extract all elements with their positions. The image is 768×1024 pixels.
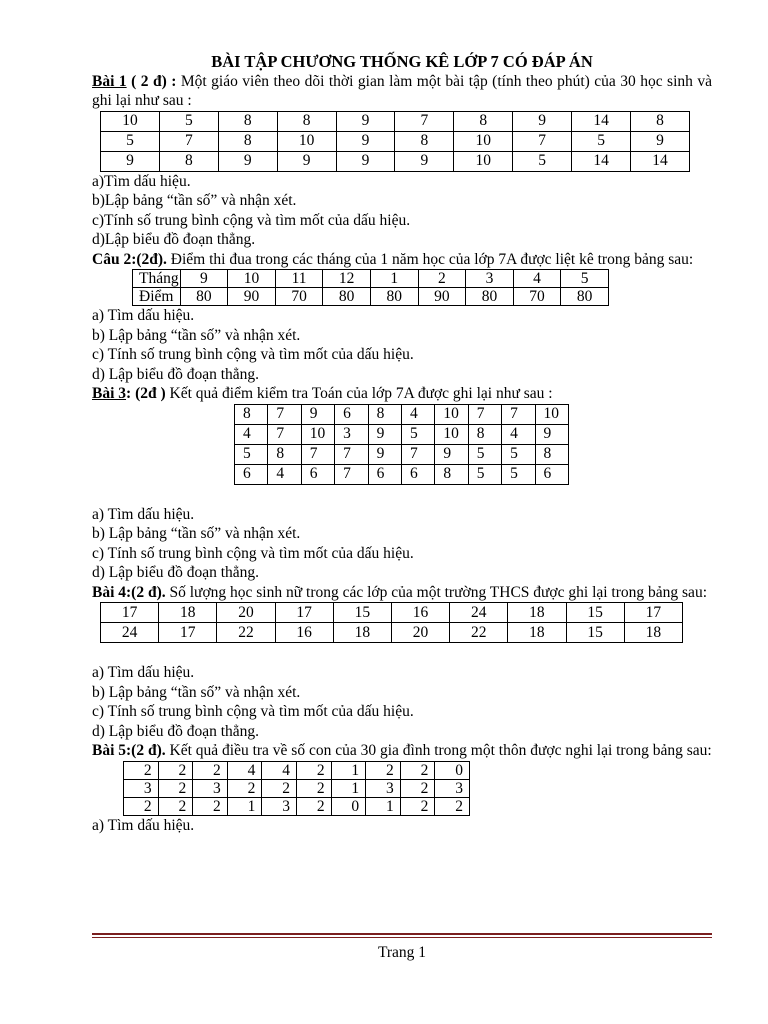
table-cell: 4 (235, 424, 268, 444)
footer-rule-thick (92, 933, 712, 935)
table-cell: 15 (566, 603, 624, 623)
table-row (235, 444, 569, 464)
exercise-4-questions (92, 663, 712, 741)
table-cell: 8 (235, 404, 268, 424)
exercise-3-statement (92, 384, 712, 404)
table-row (235, 424, 569, 444)
table-cell: 17 (275, 603, 333, 623)
table-row (101, 623, 683, 643)
question-item: d)Lập biểu đồ đoạn thẳng. (92, 231, 256, 248)
exercise-4-table (100, 602, 683, 643)
table-cell: 2 (366, 761, 401, 779)
table-cell: 8 (218, 111, 277, 131)
question-item: a) Tìm dấu hiệu. (92, 307, 195, 324)
table-cell: 7 (468, 404, 501, 424)
table-cell: 3 (435, 779, 470, 797)
table-cell: 80 (561, 288, 609, 306)
exercise-3 (92, 384, 712, 583)
exercise-1-text: Một giáo viên theo dõi thời gian làm một bài tập (tính theo phút) của 30 học sinh và ghi lại như sau : (92, 72, 712, 109)
table-cell: 2 (227, 779, 262, 797)
table-cell: 2 (262, 779, 297, 797)
table-cell: 4 (401, 404, 434, 424)
table-row (124, 779, 470, 797)
table-cell: 7 (395, 111, 454, 131)
table-cell: 7 (301, 444, 334, 464)
table-cell: 2 (193, 761, 228, 779)
table-cell: 9 (513, 111, 572, 131)
table-cell: 1 (366, 797, 401, 815)
table-cell: 9 (218, 151, 277, 171)
exercise-4-text: Số lượng học sinh nữ trong các lớp của một trường THCS được ghi lại trong bảng sau: (165, 583, 707, 601)
question-item: c) Tính số trung bình cộng và tìm mốt của dấu hiệu. (92, 346, 414, 363)
table-cell: 18 (624, 623, 682, 643)
table-cell: 10 (535, 404, 568, 424)
table-cell: 24 (450, 603, 508, 623)
table-cell: 7 (335, 444, 368, 464)
question-item: a)Tìm dấu hiệu. (92, 172, 191, 190)
question-item: b)Lập bảng “tần số” và nhận xét. (92, 192, 297, 209)
exercise-4-statement (92, 583, 712, 603)
table-cell: 14 (631, 151, 690, 171)
table-cell: 5 (513, 151, 572, 171)
table-cell: 5 (159, 111, 218, 131)
table-cell: 9 (368, 424, 401, 444)
table-cell: 5 (101, 131, 160, 151)
table-cell: 8 (454, 111, 513, 131)
table-cell: 10 (435, 424, 468, 444)
exercise-1-questions (92, 172, 712, 250)
table-cell: 3 (262, 797, 297, 815)
exercise-3-table (234, 404, 569, 485)
table-cell: 4 (268, 464, 301, 484)
table-cell: 18 (508, 603, 566, 623)
table-row (133, 288, 609, 306)
table-cell: 2 (296, 797, 331, 815)
exercise-1-statement (92, 72, 712, 111)
table-cell: 90 (418, 288, 466, 306)
table-cell: 9 (631, 131, 690, 151)
table-cell: 7 (335, 464, 368, 484)
exercise-2-questions (92, 306, 712, 384)
spacer (92, 485, 712, 505)
page-number: Trang 1 (377, 944, 427, 961)
table-cell: 9 (101, 151, 160, 171)
table-cell: 14 (572, 111, 631, 131)
table-row (124, 761, 470, 779)
table-cell: 5 (401, 424, 434, 444)
table-cell: 9 (336, 151, 395, 171)
table-cell: 9 (277, 151, 336, 171)
question-item: b) Lập bảng “tần số” và nhận xét. (92, 683, 301, 701)
table-cell: 80 (180, 288, 228, 306)
exercise-1-points: ( 2 đ) : (126, 72, 177, 90)
table-cell: 2 (158, 779, 193, 797)
table-cell: 4 (227, 761, 262, 779)
table-cell: Tháng (133, 270, 181, 288)
footer-rule (92, 933, 712, 938)
table-cell: 5 (572, 131, 631, 151)
exercise-1 (92, 72, 712, 250)
question-item: b) Lập bảng “tần số” và nhận xét. (92, 326, 301, 344)
table-cell: 16 (391, 603, 449, 623)
question-item: a) Tìm dấu hiệu. (92, 816, 195, 834)
table-cell: 8 (368, 404, 401, 424)
exercise-5-questions (92, 816, 712, 836)
table-cell: 20 (217, 603, 275, 623)
table-cell: 6 (401, 464, 434, 484)
table-cell: 3 (193, 779, 228, 797)
exercise-5-table (123, 761, 470, 816)
exercise-3-label: Bài 3 (92, 385, 127, 402)
exercise-5 (92, 741, 712, 835)
table-cell: 2 (124, 797, 159, 815)
table-cell: 10 (454, 151, 513, 171)
table-cell: 1 (227, 797, 262, 815)
exercise-3-questions (92, 505, 712, 583)
table-cell: 10 (277, 131, 336, 151)
table-cell: 2 (418, 270, 466, 288)
table-cell: 2 (400, 779, 435, 797)
table-cell: 17 (159, 623, 217, 643)
table-cell: 17 (624, 603, 682, 623)
table-cell: 70 (275, 288, 323, 306)
table-cell: 80 (370, 288, 418, 306)
table-cell: 8 (159, 151, 218, 171)
exercise-2-table (132, 269, 609, 306)
table-cell: 8 (218, 131, 277, 151)
table-cell: 15 (333, 603, 391, 623)
table-cell: 2 (158, 797, 193, 815)
table-cell: 80 (466, 288, 514, 306)
exercise-3-points: : (2đ ) (126, 385, 166, 402)
table-cell: 3 (335, 424, 368, 444)
exercise-5-label: Bài 5:(2 đ). (92, 742, 166, 759)
table-cell: 6 (535, 464, 568, 484)
table-row (101, 131, 690, 151)
table-cell: 7 (401, 444, 434, 464)
table-cell: 4 (502, 424, 535, 444)
table-cell: 9 (180, 270, 228, 288)
table-cell: 9 (435, 444, 468, 464)
table-cell: 18 (508, 623, 566, 643)
table-cell: 8 (395, 131, 454, 151)
table-cell: 14 (572, 151, 631, 171)
table-cell: 5 (561, 270, 609, 288)
question-item: d) Lập biểu đồ đoạn thẳng. (92, 564, 260, 581)
table-cell: 7 (268, 404, 301, 424)
question-item: d) Lập biểu đồ đoạn thẳng. (92, 365, 260, 383)
exercise-5-text: Kết quả điều tra về số con của 30 gia đình trong một thôn được nghi lại trong bảng sau: (165, 742, 712, 759)
table-cell: 10 (101, 111, 160, 131)
table-cell: 5 (235, 444, 268, 464)
table-cell: 6 (235, 464, 268, 484)
table-cell: 16 (275, 623, 333, 643)
question-item: d) Lập biểu đồ đoạn thẳng. (92, 722, 260, 740)
table-cell: 2 (296, 761, 331, 779)
table-cell: 70 (513, 288, 561, 306)
table-cell: 2 (158, 761, 193, 779)
table-cell: 5 (468, 464, 501, 484)
table-cell: 0 (435, 761, 470, 779)
table-cell: 5 (502, 444, 535, 464)
table-cell: 2 (124, 761, 159, 779)
table-cell: 8 (268, 444, 301, 464)
table-cell: 2 (296, 779, 331, 797)
question-item: a) Tìm dấu hiệu. (92, 505, 195, 523)
table-cell: 22 (450, 623, 508, 643)
table-cell: 90 (228, 288, 276, 306)
table-row (133, 270, 609, 288)
table-cell: 7 (513, 131, 572, 151)
table-cell: 8 (435, 464, 468, 484)
exercise-1-label: Bài 1 (92, 72, 127, 90)
question-item: c) Tính số trung bình cộng và tìm mốt của dấu hiệu. (92, 703, 414, 720)
question-item: a) Tìm dấu hiệu. (92, 664, 195, 681)
table-cell: 5 (468, 444, 501, 464)
table-cell: 9 (336, 111, 395, 131)
table-cell: 2 (400, 797, 435, 815)
table-row (101, 151, 690, 171)
question-item: c)Tính số trung bình cộng và tìm mốt của dấu hiệu. (92, 211, 411, 229)
table-cell: 10 (301, 424, 334, 444)
table-row (101, 603, 683, 623)
spacer (92, 643, 712, 663)
table-cell: 7 (159, 131, 218, 151)
table-cell: 9 (368, 444, 401, 464)
footer-rule-thin (92, 937, 712, 938)
table-cell: 17 (101, 603, 159, 623)
question-item: b) Lập bảng “tần số” và nhận xét. (92, 525, 301, 542)
table-cell: 9 (336, 131, 395, 151)
table-cell: 9 (535, 424, 568, 444)
exercise-4 (92, 583, 712, 742)
table-cell: 9 (301, 404, 334, 424)
table-cell: 8 (535, 444, 568, 464)
document-title: BÀI TẬP CHƯƠNG THỐNG KÊ LỚP 7 CÓ ĐÁP ÁN (211, 52, 593, 71)
table-cell: 3 (366, 779, 401, 797)
table-cell: 1 (370, 270, 418, 288)
table-cell: 15 (566, 623, 624, 643)
exercise-2-statement (92, 250, 712, 270)
table-cell: 11 (275, 270, 323, 288)
table-cell: 1 (331, 761, 366, 779)
exercise-5-statement (92, 741, 712, 761)
table-cell: 5 (502, 464, 535, 484)
table-cell: 9 (395, 151, 454, 171)
table-cell: 4 (262, 761, 297, 779)
table-cell: 6 (335, 404, 368, 424)
exercise-2-text: Điểm thi đua trong các tháng của 1 năm học của lớp 7A được liệt kê trong bảng sau: (166, 250, 694, 268)
table-cell: 3 (124, 779, 159, 797)
table-cell: 18 (333, 623, 391, 643)
question-item: c) Tính số trung bình cộng và tìm mốt của dấu hiệu. (92, 544, 414, 562)
exercise-2 (92, 250, 712, 385)
table-cell: 24 (101, 623, 159, 643)
exercise-3-text: Kết quả điểm kiểm tra Toán của lớp 7A được ghi lại như sau : (165, 385, 553, 402)
table-cell: 2 (400, 761, 435, 779)
table-cell: 22 (217, 623, 275, 643)
table-cell: 7 (502, 404, 535, 424)
table-cell: 10 (454, 131, 513, 151)
table-cell: 10 (228, 270, 276, 288)
table-cell: 1 (331, 779, 366, 797)
table-cell: 20 (391, 623, 449, 643)
table-cell: 18 (159, 603, 217, 623)
exercise-2-label: Câu 2:(2đ). (92, 250, 167, 268)
document-body (92, 52, 712, 835)
table-cell: 8 (277, 111, 336, 131)
table-cell: 2 (435, 797, 470, 815)
table-cell: 8 (631, 111, 690, 131)
table-cell: Điểm (133, 288, 181, 306)
table-cell: 0 (331, 797, 366, 815)
table-cell: 12 (323, 270, 371, 288)
table-cell: 4 (513, 270, 561, 288)
table-cell: 10 (435, 404, 468, 424)
table-cell: 6 (368, 464, 401, 484)
table-cell: 3 (466, 270, 514, 288)
exercise-1-table (100, 111, 690, 172)
exercise-4-label: Bài 4:(2 đ). (92, 583, 166, 601)
table-row (235, 464, 569, 484)
table-row (124, 797, 470, 815)
table-cell: 6 (301, 464, 334, 484)
table-cell: 7 (268, 424, 301, 444)
table-cell: 2 (193, 797, 228, 815)
table-cell: 8 (468, 424, 501, 444)
table-row (235, 404, 569, 424)
table-row (101, 111, 690, 131)
table-cell: 80 (323, 288, 371, 306)
